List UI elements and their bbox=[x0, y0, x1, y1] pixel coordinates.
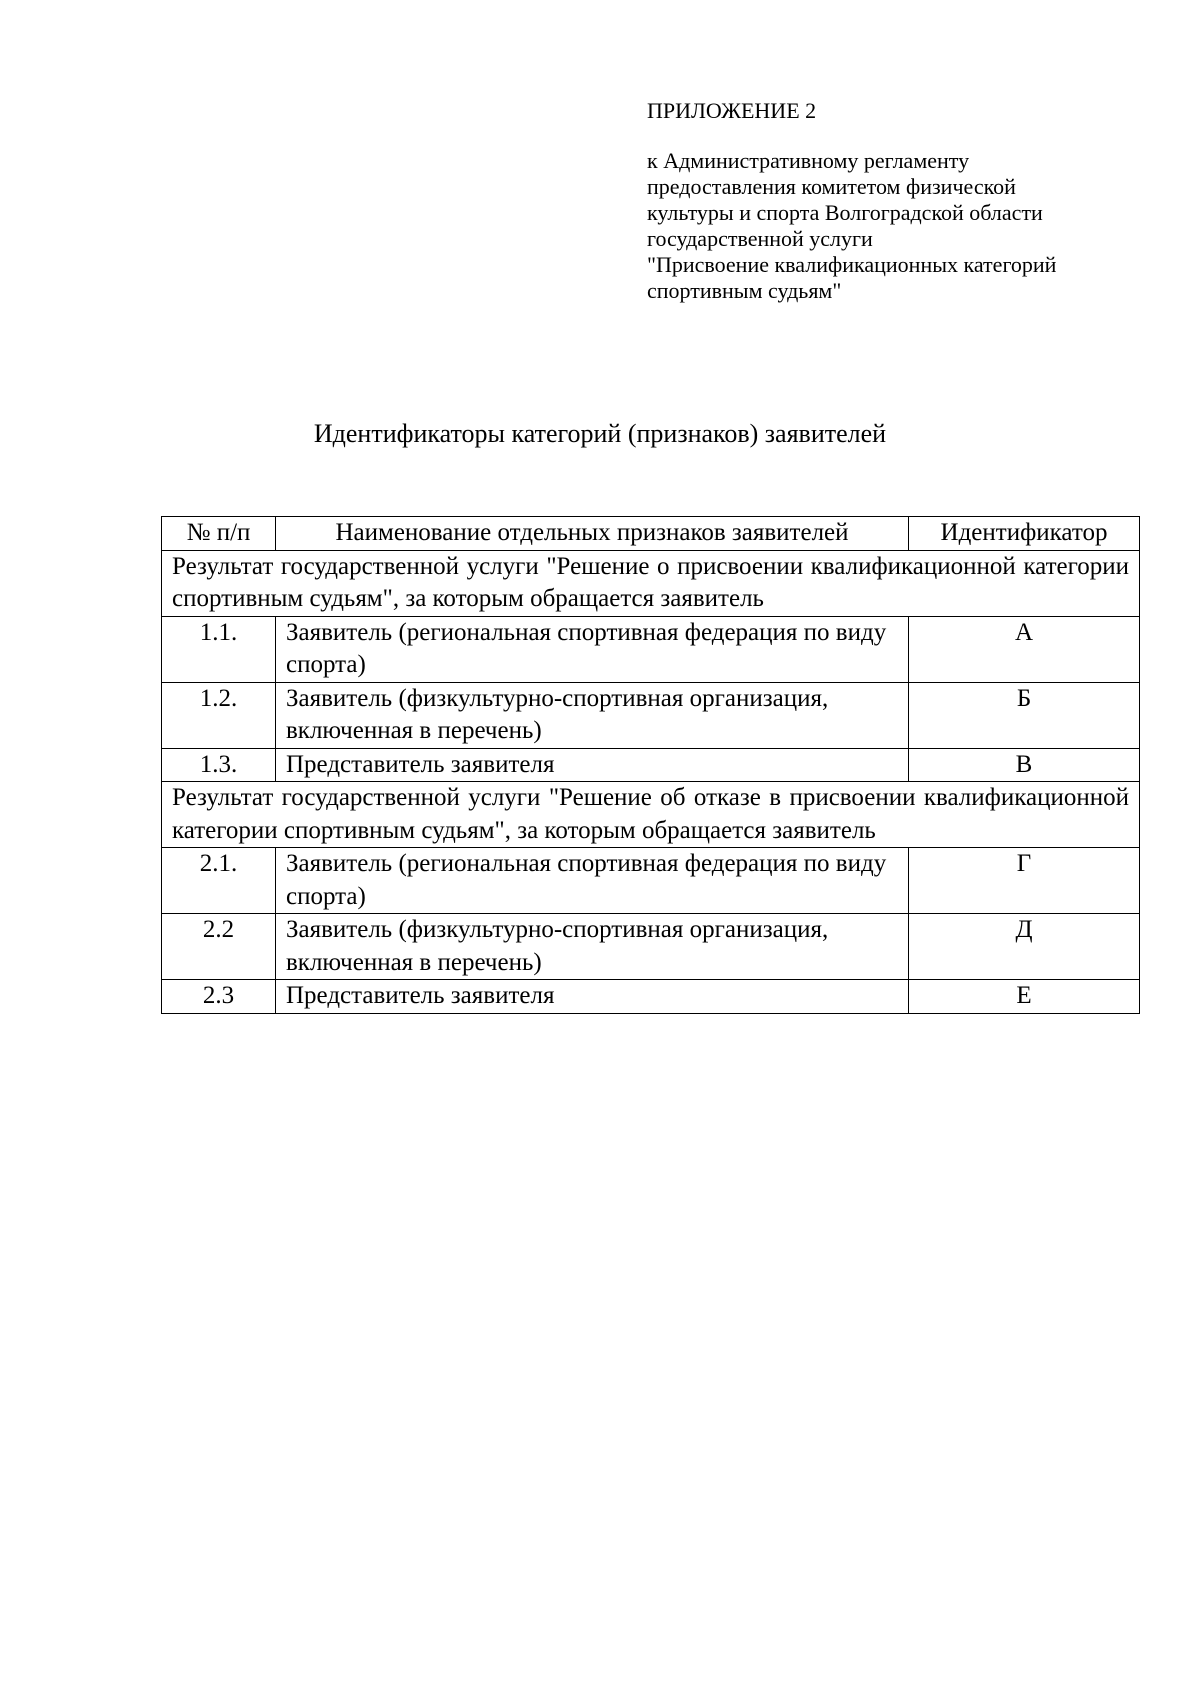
annex-line: к Административному регламенту bbox=[647, 148, 970, 173]
row-id: Б bbox=[909, 682, 1140, 748]
row-id: В bbox=[909, 748, 1140, 782]
table-row bbox=[162, 682, 1140, 748]
row-name: Заявитель (физкультурно-спортивная организация, включенная в перечень) bbox=[276, 914, 909, 980]
table-row bbox=[162, 914, 1140, 980]
annex-title: ПРИЛОЖЕНИЕ 2 bbox=[647, 98, 817, 123]
row-id: Г bbox=[909, 848, 1140, 914]
annex-line: "Присвоение квалификационных категорий bbox=[647, 252, 1057, 277]
row-num: 2.1. bbox=[162, 848, 276, 914]
annex-line: государственной услуги bbox=[647, 226, 873, 251]
section-row bbox=[162, 550, 1140, 616]
row-name: Заявитель (региональная спортивная федерация по виду спорта) bbox=[276, 848, 909, 914]
row-num: 2.2 bbox=[162, 914, 276, 980]
annex-block bbox=[647, 98, 1147, 304]
table-header-row bbox=[162, 517, 1140, 551]
row-num: 1.1. bbox=[162, 616, 276, 682]
section-row bbox=[162, 782, 1140, 848]
section-text: Результат государственной услуги "Решение об отказе в присвоении квалификационной категории спортивным судьям", за которым обращается заявитель bbox=[162, 782, 1140, 848]
row-name: Представитель заявителя bbox=[276, 980, 909, 1014]
table-row bbox=[162, 616, 1140, 682]
row-num: 2.3 bbox=[162, 980, 276, 1014]
row-num: 1.3. bbox=[162, 748, 276, 782]
table-row bbox=[162, 748, 1140, 782]
header-id: Идентификатор bbox=[909, 517, 1140, 551]
header-name: Наименование отдельных признаков заявителей bbox=[276, 517, 909, 551]
section-text: Результат государственной услуги "Решение о присвоении квалификационной категории спортивным судьям", за которым обращается заявитель bbox=[162, 550, 1140, 616]
row-id: Д bbox=[909, 914, 1140, 980]
annex-line: предоставления комитетом физической bbox=[647, 174, 1016, 199]
identifiers-table bbox=[161, 516, 1140, 1014]
table-row bbox=[162, 980, 1140, 1014]
row-name: Заявитель (физкультурно-спортивная организация, включенная в перечень) bbox=[276, 682, 909, 748]
row-name: Заявитель (региональная спортивная федерация по виду спорта) bbox=[276, 616, 909, 682]
row-name: Представитель заявителя bbox=[276, 748, 909, 782]
row-id: А bbox=[909, 616, 1140, 682]
table-row bbox=[162, 848, 1140, 914]
annex-reference bbox=[647, 148, 1147, 304]
row-id: Е bbox=[909, 980, 1140, 1014]
row-num: 1.2. bbox=[162, 682, 276, 748]
header-num: № п/п bbox=[162, 517, 276, 551]
page-title: Идентификаторы категорий (признаков) заявителей bbox=[313, 419, 887, 448]
annex-line: спортивным судьям" bbox=[647, 278, 842, 303]
annex-line: культуры и спорта Волгоградской области bbox=[647, 200, 1043, 225]
